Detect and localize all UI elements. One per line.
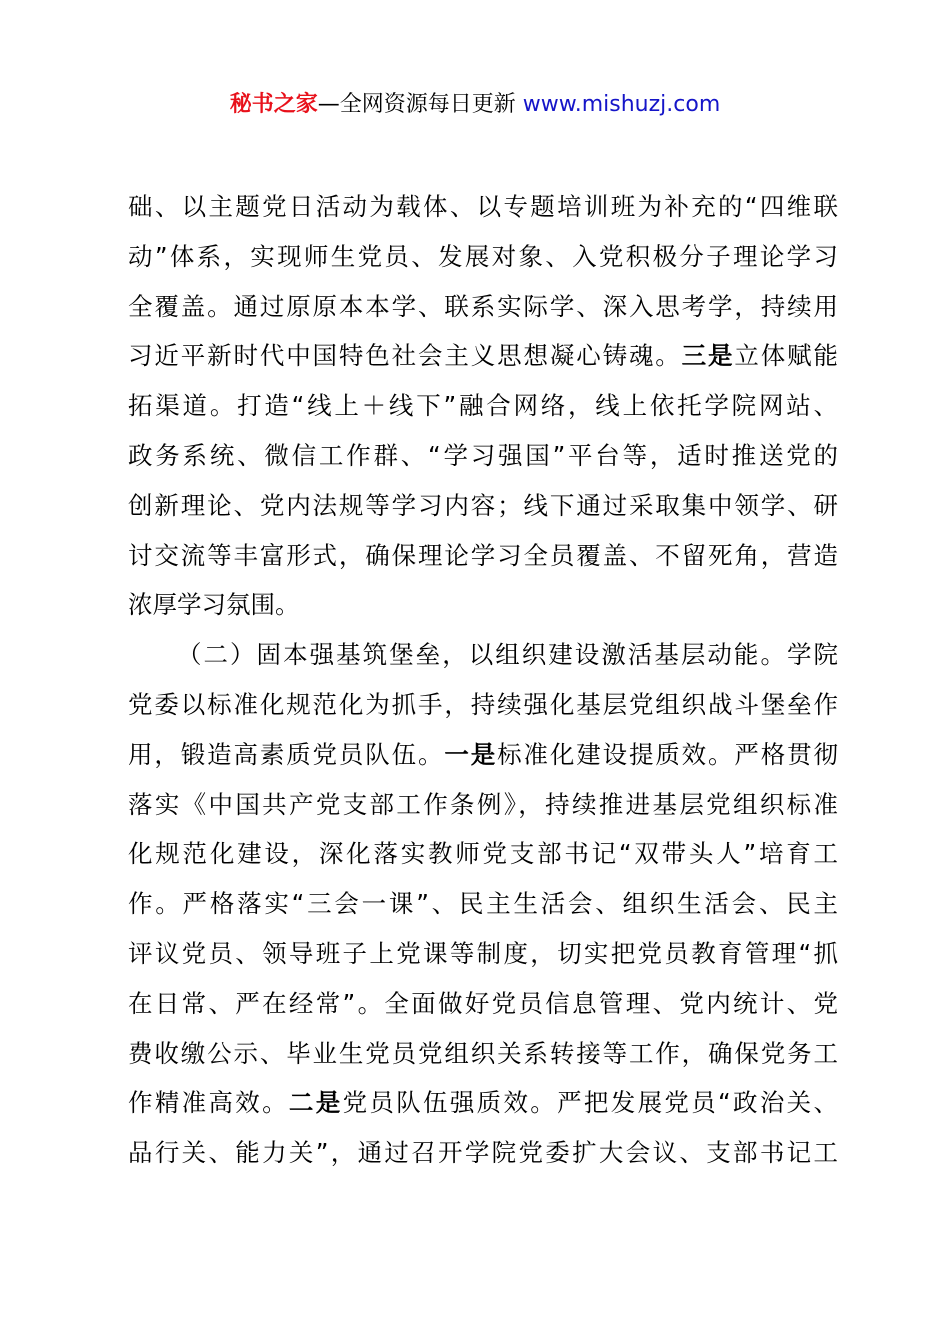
text-line bbox=[128, 331, 838, 381]
site-header bbox=[0, 88, 950, 122]
text-line: 党委以标准化规范化为抓手，持续强化基层党组织战斗堡垒作 bbox=[128, 689, 838, 719]
bold-lead-one: 一是 bbox=[444, 739, 498, 769]
text-line: 作。严格落实“三会一课”、民主生活会、组织生活会、民主 bbox=[128, 889, 838, 919]
text-line: 费收缴公示、毕业生党员党组织关系转接等工作，确保党务工 bbox=[128, 1038, 838, 1068]
text-line: 动”体系，实现师生党员、发展对象、入党积极分子理论学习 bbox=[128, 241, 838, 271]
bold-lead-two: 二是 bbox=[288, 1088, 343, 1118]
text-segment: 习近平新时代中国特色社会主义思想凝心铸魂。 bbox=[128, 341, 682, 371]
text-segment: 作精准高效。 bbox=[128, 1088, 289, 1118]
text-line: 拓渠道。打造“线上＋线下”融合网络，线上依托学院网站、 bbox=[128, 391, 838, 421]
text-line: 浓厚学习氛围。 bbox=[128, 590, 300, 620]
text-line: 在日常、严在经常”。全面做好党员信息管理、党内统计、党 bbox=[128, 988, 838, 1018]
text-line: 础、以主题党日活动为载体、以专题培训班为补充的“四维联 bbox=[128, 192, 838, 221]
document-body bbox=[128, 182, 838, 1178]
text-segment: 立体赋能 bbox=[734, 341, 838, 371]
text-line: 落实《中国共产党支部工作条例》，持续推进基层党组织标准 bbox=[128, 789, 838, 819]
text-line bbox=[128, 730, 838, 780]
text-line: 创新理论、党内法规等学习内容；线下通过采取集中领学、研 bbox=[128, 490, 838, 520]
site-url-link[interactable]: www.mishuzj.com bbox=[522, 92, 721, 117]
text-segment: 标准化建设提质效。严格贯彻 bbox=[497, 739, 838, 769]
header-tagline: —全网资源每日更新 bbox=[317, 92, 523, 117]
text-line: 政务系统、微信工作群、“学习强国”平台等，适时推送党的 bbox=[128, 440, 838, 470]
text-line bbox=[128, 1078, 838, 1128]
bold-lead-three: 三是 bbox=[681, 341, 735, 371]
text-line: 讨交流等丰富形式，确保理论学习全员覆盖、不留死角，营造 bbox=[128, 540, 838, 570]
text-segment: 党员队伍强质效。严把发展党员“政治关、 bbox=[342, 1088, 838, 1118]
text-line: 全覆盖。通过原原本本学、联系实际学、深入思考学，持续用 bbox=[128, 291, 838, 321]
brand-name: 秘书之家 bbox=[229, 92, 318, 117]
text-line: 品行关、能力关”，通过召开学院党委扩大会议、支部书记工 bbox=[128, 1138, 838, 1168]
section-heading-line: （二）固本强基筑堡垒，以组织建设激活基层动能。学院 bbox=[177, 640, 838, 670]
text-line: 评议党员、领导班子上党课等制度，切实把党员教育管理“抓 bbox=[128, 938, 838, 968]
text-segment: 用，锻造高素质党员队伍。 bbox=[128, 739, 445, 769]
text-line: 化规范化建设，深化落实教师党支部书记“双带头人”培育工 bbox=[128, 839, 838, 869]
